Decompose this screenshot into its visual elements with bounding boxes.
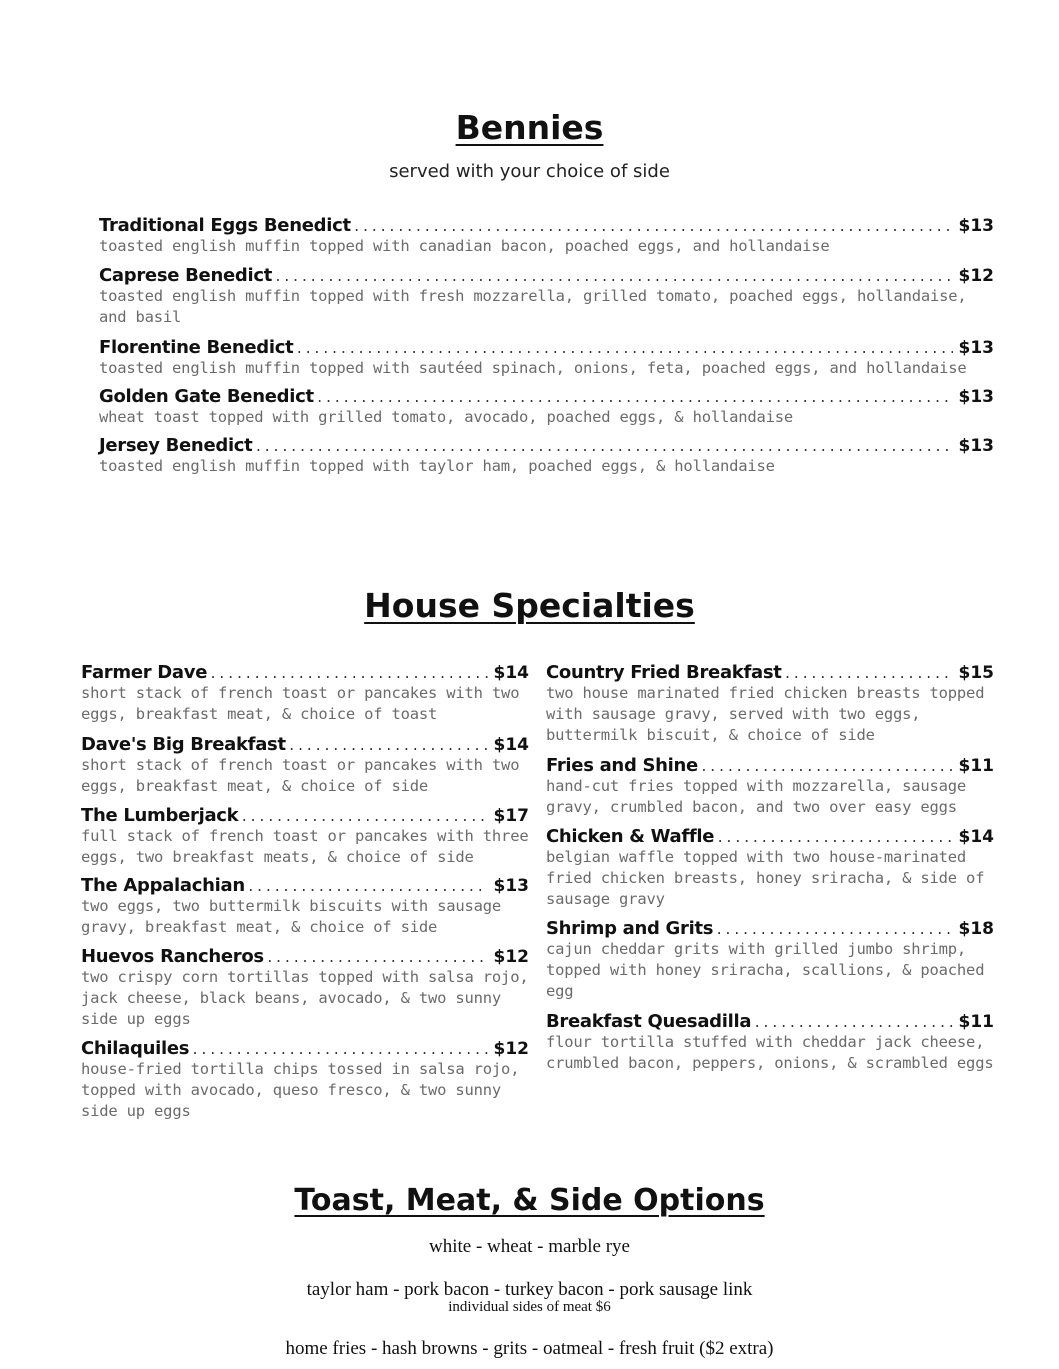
meat-options: taylor ham - pork bacon - turkey bacon - pork sausage link [306,1279,753,1300]
item-price: $12 [493,1039,529,1059]
item-description: wheat toast topped with grilled tomato, avocado, poached eggs, & hollandaise [99,408,794,426]
item-description: toasted english muffin topped with fresh mozzarella, grilled tomato, poached eggs, hollandaise, and basil [99,287,967,326]
leader-dots [274,270,953,285]
item-price: $17 [493,806,529,826]
menu-item [546,662,994,746]
house-specialties-title: House Specialties [364,586,695,625]
item-description: two eggs, two buttermilk biscuits with sausage gravy, breakfast meat, & choice of side [81,897,502,936]
item-price: $18 [958,919,994,939]
menu-item [81,734,529,797]
leader-dots [715,923,952,938]
item-description: short stack of french toast or pancakes with two eggs, breakfast meat, & choice of toast [81,684,520,723]
item-description: toasted english muffin topped with sautéed spinach, onions, feta, poached eggs, and hollandaise [99,359,967,377]
item-name: Shrimp and Grits [546,918,714,939]
menu-item [81,805,529,868]
menu-item [81,1038,529,1122]
item-price: $11 [958,756,994,776]
item-description: cajun cheddar grits with grilled jumbo shrimp, topped with honey sriracha, scallions, & poached egg [546,940,985,1000]
menu-item [99,215,994,257]
item-description: house-fried tortilla chips tossed in salsa rojo, topped with avocado, queso fresco, & two sunny side up eggs [81,1060,520,1120]
item-name: Chilaquiles [81,1038,190,1059]
item-description: flour tortilla stuffed with cheddar jack cheese, crumbled bacon, peppers, onions, & scrambled eggs [546,1033,994,1072]
leader-dots [254,440,952,455]
item-description: two crispy corn tortillas topped with salsa rojo, jack cheese, black beans, avocado, & two sunny side up eggs [81,968,529,1028]
bennies-title: Bennies [455,108,604,147]
item-price: $15 [958,663,994,683]
leader-dots [266,951,488,966]
leader-dots [247,880,488,895]
item-description: belgian waffle topped with two house-marinated fried chicken breasts, honey sriracha, & side of sausage gravy [546,848,985,908]
leader-dots [316,391,953,406]
leader-dots [700,760,953,775]
item-description: toasted english muffin topped with taylor ham, poached eggs, & hollandaise [99,457,775,475]
item-description: hand-cut fries topped with mozzarella, sausage gravy, crumbled bacon, and two over easy eggs [546,777,967,816]
item-price: $14 [493,663,529,683]
menu-item [81,875,529,938]
item-name: Huevos Rancheros [81,946,264,967]
item-price: $12 [493,947,529,967]
item-name: Caprese Benedict [99,265,272,286]
item-name: Jersey Benedict [99,435,253,456]
meat-side-note: individual sides of meat $6 [448,1299,611,1315]
menu-item [99,435,994,477]
menu-item [81,662,529,725]
item-name: Farmer Dave [81,662,208,683]
item-name: Golden Gate Benedict [99,386,314,407]
menu-item [546,918,994,1002]
bennies-subtitle: served with your choice of side [389,161,670,182]
menu-item [99,386,994,428]
item-description: two house marinated fried chicken breasts topped with sausage gravy, served with two eggs, buttermilk biscuit, & choice of side [546,684,985,744]
item-name: Traditional Eggs Benedict [99,215,351,236]
menu-item [546,1011,994,1074]
item-price: $13 [958,216,994,236]
leader-dots [295,342,952,357]
item-price: $14 [493,735,529,755]
item-price: $11 [958,1012,994,1032]
item-description: toasted english muffin topped with canadian bacon, poached eggs, and hollandaise [99,237,830,255]
item-price: $12 [958,266,994,286]
toast-options: white - wheat - marble rye [429,1236,630,1257]
item-name: Florentine Benedict [99,337,294,358]
leader-dots [191,1043,487,1058]
item-price: $14 [958,827,994,847]
options-title: Toast, Meat, & Side Options [294,1183,765,1218]
item-name: Dave's Big Breakfast [81,734,286,755]
menu-item [81,946,529,1030]
menu-item [546,826,994,910]
side-options: home fries - hash browns - grits - oatmeal - fresh fruit ($2 extra) [285,1338,774,1359]
item-name: Breakfast Quesadilla [546,1011,752,1032]
leader-dots [240,810,487,825]
item-name: The Lumberjack [81,805,239,826]
item-name: Chicken & Waffle [546,826,715,847]
item-name: Country Fried Breakfast [546,662,782,683]
leader-dots [716,831,952,846]
item-description: full stack of french toast or pancakes with three eggs, two breakfast meats, & choice of side [81,827,529,866]
item-name: The Appalachian [81,875,245,896]
item-price: $13 [493,876,529,896]
leader-dots [288,739,488,754]
menu-item [99,337,994,379]
item-price: $13 [958,387,994,407]
item-price: $13 [958,436,994,456]
menu-item [99,265,994,328]
menu-item [546,755,994,818]
item-price: $13 [958,338,994,358]
leader-dots [784,667,953,682]
item-name: Fries and Shine [546,755,698,776]
leader-dots [353,220,953,235]
item-description: short stack of french toast or pancakes with two eggs, breakfast meat, & choice of side [81,756,520,795]
leader-dots [209,667,487,682]
leader-dots [753,1016,952,1031]
